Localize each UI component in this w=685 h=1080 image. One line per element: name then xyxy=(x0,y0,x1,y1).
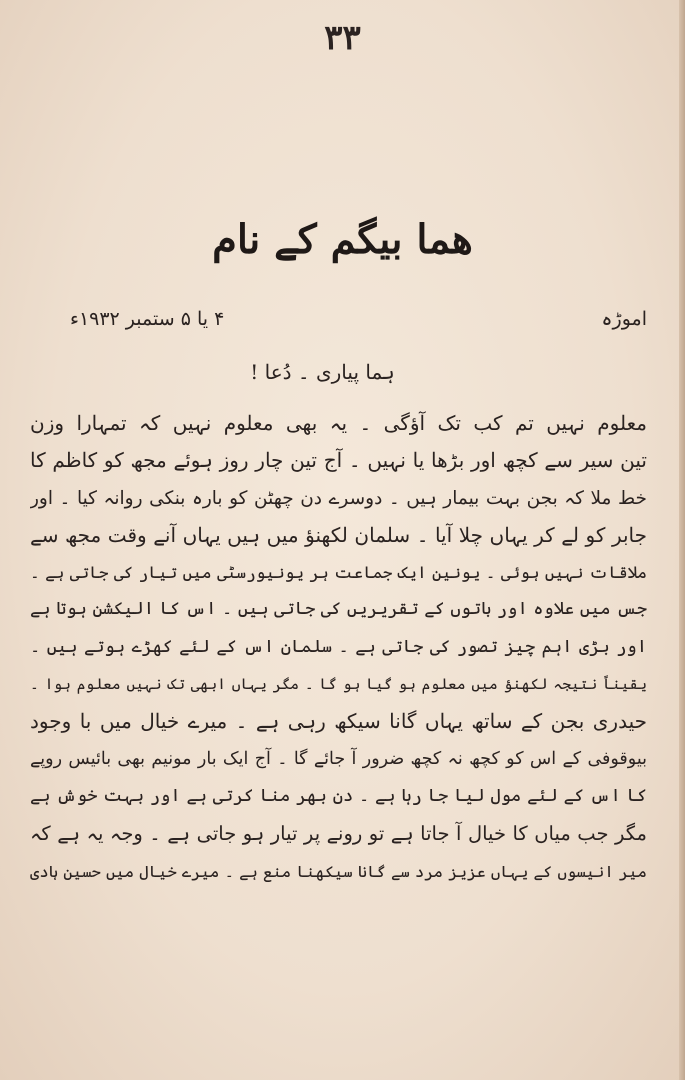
text-line: مگر جب میاں کا خیال آ جاتا ہے تو رونے پر تیار ہو جاتی ہے ۔ وجہ یہ ہے کہ xyxy=(30,822,647,846)
text-line: جابر کو لے کر یہاں چلا آیا ۔ سلمان لکھنؤ میں ہیں یہاں آنے وقت مجھ سے xyxy=(30,522,647,547)
letter-title: ھما بیگم کے نام xyxy=(212,216,473,263)
text-line: اور بڑی اہم چیز تصور کی جاتی ہے ۔ سلمان اس کے لئے کھڑے ہوتے ہیں ۔ xyxy=(30,636,647,657)
text-line: میر انیسوں کے یہاں عزیز مرد سے گانا سیکھنا منع ہے ۔ میرے خیال میں حسین ہادی xyxy=(30,861,647,881)
text-line: کا اس کے لئے مول لیا جا رہا ہے ۔ دن بھر منا کرتی ہے اور بہت خوش ہے xyxy=(30,785,647,806)
letter-location: اموڑہ xyxy=(601,308,647,330)
page-edge xyxy=(679,0,685,1080)
text-line: جس میں علاوہ اور باتوں کے تقریریں کی جاتی ہیں ۔ اس کا الیکشن ہوتا ہے xyxy=(30,599,647,620)
text-line: خط ملا کہ بجن بہت بیمار ہیں ۔ دوسرے دن چھٹن کو بارہ بنکی روانہ کیا ۔ اور xyxy=(30,487,647,509)
letter-date: ۴ یا ۵ ستمبر ۱۹۳۲ء xyxy=(70,308,225,330)
text-line: معلوم نہیں تم کب تک آؤگی ۔ یہ بھی معلوم نہیں کہ تمہارا وزن xyxy=(30,411,647,435)
text-line: تین سیر سے کچھ اور بڑھا یا نہیں ۔ آج تین چار روز ہوئے مجھ کو کاظم کا xyxy=(30,448,647,473)
text-line: ملاقات نہیں ہوئی ۔ یونین ایک جماعت ہر یونیورسٹی میں تیار کی جاتی ہے ۔ xyxy=(30,563,647,583)
salutation: ہما پیاری ۔ دُعا ! xyxy=(250,360,395,384)
text-line: یقیناً نتیجہ لکھنؤ میں معلوم ہو گیا ہو گا ۔ مگر یہاں ابھی تک نہیں معلوم ہوا ۔ xyxy=(30,675,647,694)
letter-header xyxy=(70,308,647,338)
letter-body xyxy=(30,405,647,890)
page-number: ۳۳ xyxy=(324,18,361,58)
text-line: حیدری بجن کے ساتھ یہاں گانا سیکھ رہی ہے ۔ میرے خیال میں با وجود xyxy=(30,709,647,734)
text-line: بیوقوفی کے اس کو کچھ نہ کچھ ضرور آ جائے گا ۔ آج ایک بار مونیم بھی بائیس روپے xyxy=(30,748,647,769)
